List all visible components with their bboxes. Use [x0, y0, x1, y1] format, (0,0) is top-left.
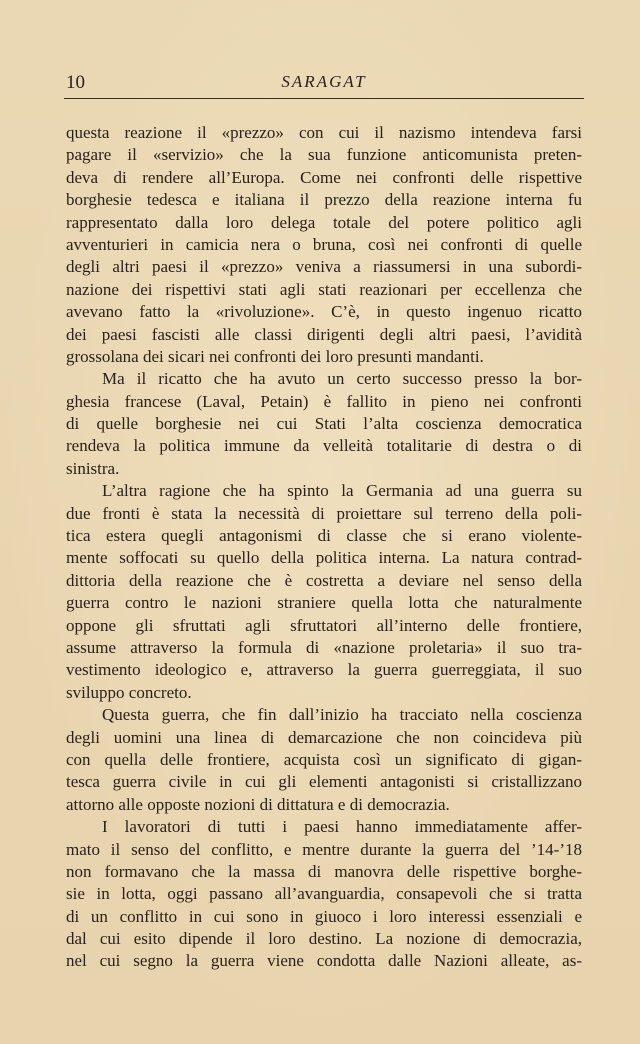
text-line: sinistra. [66, 458, 120, 478]
text-line: grossolana dei sicari nei confronti dei loro presunti mandanti. [66, 346, 484, 366]
text-line: non formavano che la massa di manovra delle rispettive borghe- [66, 861, 582, 881]
text-line: pagare il «servizio» che la sua funzione anticomunista preten- [66, 145, 582, 165]
text-line: tesca guerra civile in cui gli elementi antagonisti si cristallizzano [66, 772, 582, 792]
text-line: L’altra ragione che ha spinto la Germania ad una guerra su [102, 481, 582, 501]
text-line: attorno alle opposte nozioni di dittatura e di democrazia. [66, 794, 450, 814]
text-line: dei paesi fascisti alle classi dirigenti degli altri paesi, l’avidità [66, 324, 582, 344]
text-line: nel cui segno la guerra viene condotta dalle Nazioni alleate, as- [66, 951, 582, 971]
text-line: ghesia francese (Laval, Petain) è fallito in pieno nei confronti [66, 391, 582, 411]
text-line: dal cui esito dipende il loro destino. La nozione di democrazia, [66, 929, 582, 949]
text-line: di un conflitto in cui sono in giuoco i loro interessi essenziali e [66, 906, 582, 926]
text-line: oppone gli sfruttati agli sfruttatori all’interno delle frontiere, [66, 615, 582, 635]
text-line: mato il senso del conflitto, e mentre durante la guerra del ’14-’18 [66, 839, 582, 859]
text-line: rappresentato dalla loro delega totale del potere politico agli [66, 212, 582, 232]
text-line: mente soffocati su quello della politica interna. La natura contrad- [66, 548, 582, 568]
paragraph [66, 816, 582, 973]
page-header [66, 72, 582, 96]
text-line: guerra contro le nazioni straniere quella lotta che naturalmente [66, 593, 582, 613]
text-line: Questa guerra, che fin dall’inizio ha tracciato nella coscienza [102, 705, 582, 725]
text-line: borghesie tedesca e italiana il prezzo della reazione interna fu [66, 190, 582, 210]
text-line: rendeva la politica immune da velleità totalitarie di destra o di [66, 436, 582, 456]
text-line: avevano fatto la «rivoluzione». C’è, in questo ingenuo ricatto [66, 302, 582, 322]
paragraph [66, 480, 582, 704]
text-line: di quelle borghesie nei cui Stati l’alta coscienza democratica [66, 414, 582, 434]
text-line: assume attraverso la formula di «nazione proletaria» il suo tra- [66, 637, 582, 657]
text-line: Ma il ricatto che ha avuto un certo successo presso la bor- [102, 369, 582, 389]
paragraph [66, 368, 582, 480]
text-line: degli altri paesi il «prezzo» veniva a riassumersi in una subordi- [66, 257, 582, 277]
text-line: vestimento ideologico e, attraverso la guerra guerreggiata, il suo [66, 660, 582, 680]
text-line: degli uomini una linea di demarcazione che non coincideva più [66, 727, 582, 747]
paragraph [66, 122, 582, 368]
text-line: sviluppo concreto. [66, 682, 192, 702]
paragraph [66, 704, 582, 816]
running-head: SARAGAT [281, 72, 367, 91]
text-line: avventurieri in camicia nera o bruna, così nei confronti di quelle [66, 234, 582, 254]
page-number: 10 [66, 72, 85, 93]
text-line: dittoria della reazione che è costretta a deviare nel senso della [66, 570, 582, 590]
text-line: nazione dei rispettivi stati agli stati reazionari per eccellenza che [66, 279, 582, 299]
text-line: due fronti è stata la necessità di proiettare sul terreno della poli- [66, 503, 582, 523]
text-line: deva di rendere all’Europa. Come nei confronti delle rispettive [66, 167, 582, 187]
body-text [66, 122, 582, 973]
text-line: questa reazione il «prezzo» con cui il nazismo intendeva farsi [66, 123, 582, 142]
text-line: I lavoratori di tutti i paesi hanno immediatamente affer- [102, 817, 582, 837]
text-line: con quella delle frontiere, acquista così un significato di gigan- [66, 749, 582, 769]
header-rule [64, 98, 584, 99]
text-line: tica estera quegli antagonismi di classe che si erano violente- [66, 526, 582, 546]
text-line: sie in lotta, oggi passano all’avanguardia, consapevoli che si tratta [66, 884, 582, 904]
